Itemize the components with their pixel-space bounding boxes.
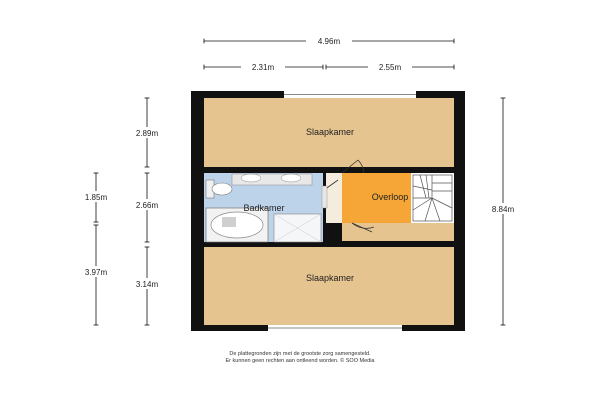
double-sink-icon — [232, 174, 312, 185]
bathroom-door-gap — [322, 186, 327, 208]
disclaimer-line-2: Er kunnen geen rechten aan ontleend worden. © SOO Media — [225, 358, 375, 364]
svg-text:3.14m: 3.14m — [135, 280, 159, 289]
dimension-top-left — [204, 61, 323, 72]
label-top-bedroom: Slaapkamer — [305, 127, 355, 137]
shower-icon — [274, 214, 321, 242]
dimension-right-total — [485, 98, 521, 325]
label-landing: Overloop — [371, 192, 409, 202]
disclaimer-line-1: De plattegronden zijn met de grootste zorg samengesteld. — [229, 351, 371, 357]
room-bottom-bedroom — [204, 247, 454, 325]
dimension-left-outer-upper — [78, 173, 114, 222]
corridor-strip — [326, 173, 342, 223]
dimension-left-inner-bottom — [129, 247, 165, 325]
svg-text:1.85m: 1.85m — [84, 193, 108, 202]
dimension-left-outer-lower — [78, 225, 114, 325]
label-bathroom: Badkamer — [243, 203, 285, 213]
svg-text:4.96m: 4.96m — [317, 37, 341, 46]
svg-text:3.97m: 3.97m — [84, 268, 108, 277]
bathtub-icon — [206, 208, 268, 242]
dimension-left-inner-middle — [129, 173, 165, 242]
svg-text:2.66m: 2.66m — [135, 201, 159, 210]
label-bottom-bedroom: Slaapkamer — [305, 273, 355, 283]
dimension-top-total — [204, 35, 454, 46]
svg-text:2.89m: 2.89m — [135, 129, 159, 138]
dimension-left-inner-top — [129, 98, 165, 167]
dimension-top-right — [326, 61, 454, 72]
svg-text:2.31m: 2.31m — [251, 63, 275, 72]
svg-text:2.55m: 2.55m — [378, 63, 402, 72]
svg-text:8.84m: 8.84m — [491, 205, 515, 214]
